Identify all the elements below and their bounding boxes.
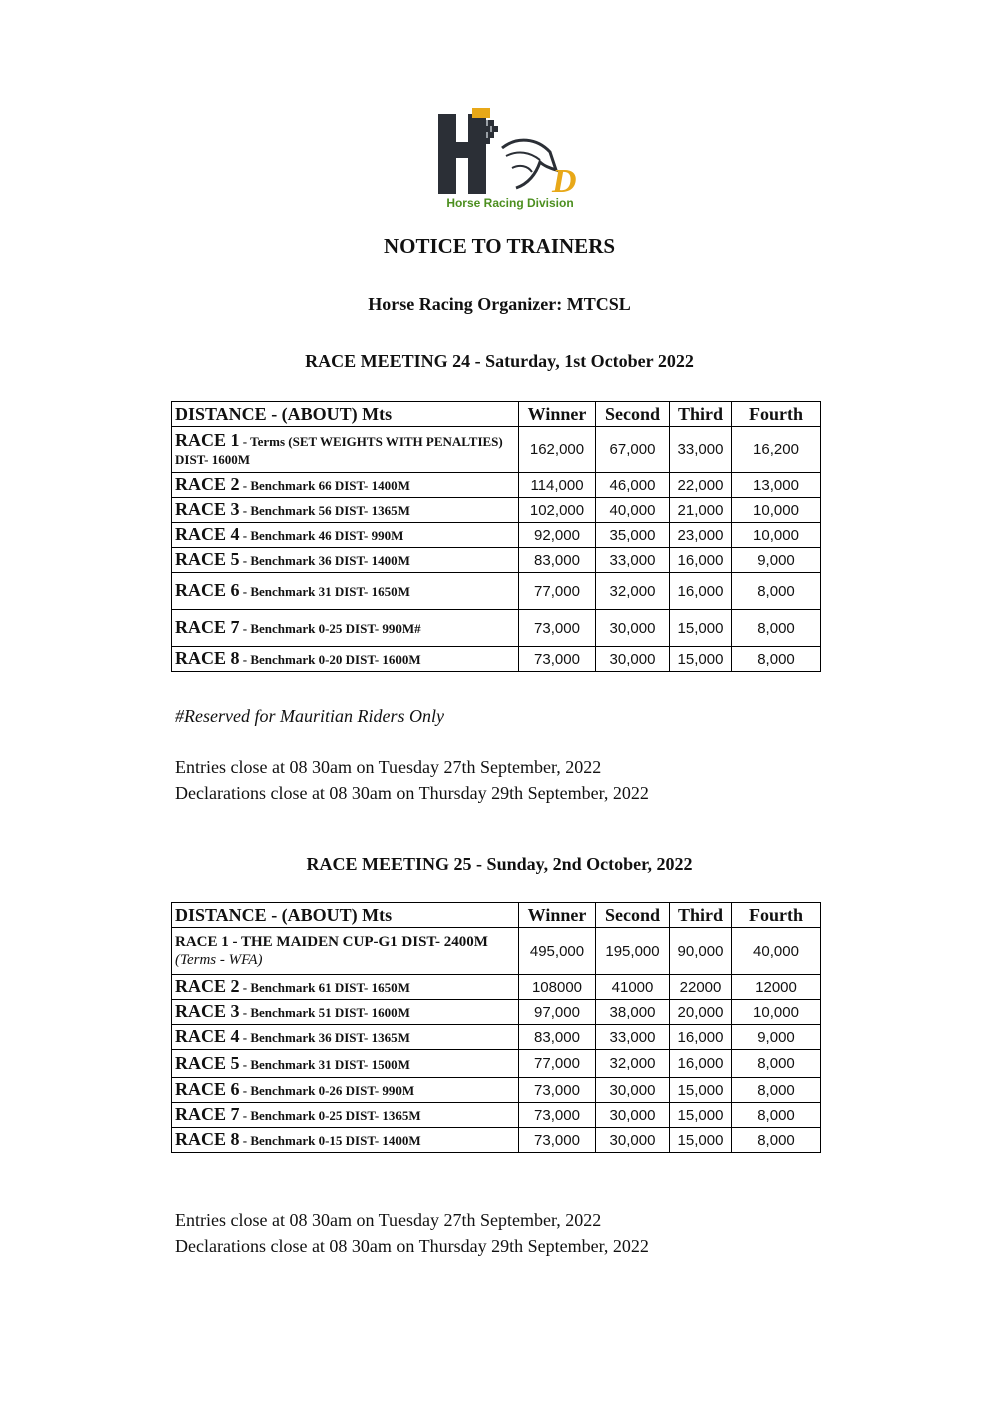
fourth-prize: 8,000	[732, 573, 821, 610]
winner-prize: 97,000	[519, 1000, 596, 1025]
second-prize: 30,000	[596, 1078, 670, 1103]
second-prize: 35,000	[596, 523, 670, 548]
third-prize: 22000	[670, 975, 732, 1000]
third-prize: 20,000	[670, 1000, 732, 1025]
meeting24-deadlines	[175, 754, 649, 806]
logo-subtitle: Horse Racing Division	[446, 196, 574, 210]
winner-prize: 77,000	[519, 573, 596, 610]
third-prize: 16,000	[670, 573, 732, 610]
entries-close: Entries close at 08 30am on Tuesday 27th September, 2022	[175, 757, 602, 777]
fourth-prize: 9,000	[732, 1025, 821, 1050]
winner-prize: 73,000	[519, 610, 596, 647]
winner-prize: 108000	[519, 975, 596, 1000]
race-desc: RACE 6 - Benchmark 0-26 DIST- 990M	[172, 1078, 519, 1103]
fourth-prize: 8,000	[732, 647, 821, 672]
third-prize: 15,000	[670, 647, 732, 672]
second-prize: 33,000	[596, 1025, 670, 1050]
table-row	[172, 1000, 821, 1025]
table-row	[172, 1025, 821, 1050]
third-prize: 23,000	[670, 523, 732, 548]
table-row	[172, 548, 821, 573]
third-prize: 90,000	[670, 928, 732, 975]
second-prize: 46,000	[596, 473, 670, 498]
header-third: Third	[670, 903, 732, 928]
table-row	[172, 928, 821, 975]
second-prize: 32,000	[596, 573, 670, 610]
second-prize: 38,000	[596, 1000, 670, 1025]
third-prize: 16,000	[670, 548, 732, 573]
race-desc: RACE 1 - Terms (SET WEIGHTS WITH PENALTIES) DIST- 1600M	[172, 427, 519, 473]
notice-title: NOTICE TO TRAINERS	[383, 234, 616, 258]
meeting25-table	[171, 902, 821, 1153]
winner-prize: 114,000	[519, 473, 596, 498]
fourth-prize: 10,000	[732, 498, 821, 523]
header-second: Second	[596, 402, 670, 427]
header-distance: DISTANCE - (ABOUT) Mts	[172, 903, 519, 928]
declarations-close: Declarations close at 08 30am on Thursday 29th September, 2022	[175, 1236, 649, 1256]
race-desc: RACE 2 - Benchmark 66 DIST- 1400M	[172, 473, 519, 498]
fourth-prize: 40,000	[732, 928, 821, 975]
third-prize: 22,000	[670, 473, 732, 498]
third-prize: 21,000	[670, 498, 732, 523]
table-row	[172, 473, 821, 498]
table-row	[172, 1128, 821, 1153]
fourth-prize: 10,000	[732, 523, 821, 548]
second-prize: 195,000	[596, 928, 670, 975]
second-prize: 30,000	[596, 647, 670, 672]
table-row	[172, 1050, 821, 1078]
race-desc: RACE 6 - Benchmark 31 DIST- 1650M	[172, 573, 519, 610]
table-row	[172, 573, 821, 610]
table-row	[172, 523, 821, 548]
race-desc: RACE 1 - THE MAIDEN CUP-G1 DIST- 2400M (Terms - WFA)	[172, 928, 519, 975]
winner-prize: 83,000	[519, 548, 596, 573]
header-fourth: Fourth	[732, 903, 821, 928]
race-desc: RACE 4 - Benchmark 36 DIST- 1365M	[172, 1025, 519, 1050]
winner-prize: 83,000	[519, 1025, 596, 1050]
second-prize: 30,000	[596, 1128, 670, 1153]
table-header-row	[172, 903, 821, 928]
table-row	[172, 647, 821, 672]
third-prize: 15,000	[670, 1128, 732, 1153]
race-desc: RACE 8 - Benchmark 0-20 DIST- 1600M	[172, 647, 519, 672]
race-desc: RACE 3 - Benchmark 56 DIST- 1365M	[172, 498, 519, 523]
winner-prize: 73,000	[519, 1103, 596, 1128]
third-prize: 15,000	[670, 610, 732, 647]
race-desc: RACE 2 - Benchmark 61 DIST- 1650M	[172, 975, 519, 1000]
fourth-prize: 8,000	[732, 610, 821, 647]
reserved-note: #Reserved for Mauritian Riders Only	[175, 706, 444, 726]
third-prize: 15,000	[670, 1103, 732, 1128]
fourth-prize: 16,200	[732, 427, 821, 473]
svg-text:D: D	[552, 163, 577, 200]
winner-prize: 77,000	[519, 1050, 596, 1078]
race-desc: RACE 7 - Benchmark 0-25 DIST- 990M#	[172, 610, 519, 647]
header-winner: Winner	[519, 402, 596, 427]
declarations-close: Declarations close at 08 30am on Thursday 29th September, 2022	[175, 783, 649, 803]
table-row	[172, 1103, 821, 1128]
winner-prize: 495,000	[519, 928, 596, 975]
header-second: Second	[596, 903, 670, 928]
second-prize: 33,000	[596, 548, 670, 573]
race-desc: RACE 5 - Benchmark 31 DIST- 1500M	[172, 1050, 519, 1078]
fourth-prize: 8,000	[732, 1103, 821, 1128]
fourth-prize: 8,000	[732, 1050, 821, 1078]
second-prize: 40,000	[596, 498, 670, 523]
table-row	[172, 427, 821, 473]
winner-prize: 92,000	[519, 523, 596, 548]
winner-prize: 73,000	[519, 1078, 596, 1103]
second-prize: 32,000	[596, 1050, 670, 1078]
fourth-prize: 8,000	[732, 1078, 821, 1103]
second-prize: 30,000	[596, 610, 670, 647]
winner-prize: 162,000	[519, 427, 596, 473]
third-prize: 15,000	[670, 1078, 732, 1103]
table-row	[172, 498, 821, 523]
fourth-prize: 9,000	[732, 548, 821, 573]
table-row	[172, 1078, 821, 1103]
second-prize: 30,000	[596, 1103, 670, 1128]
meeting24-title: RACE MEETING 24 - Saturday, 1st October 2022	[305, 351, 694, 371]
winner-prize: 73,000	[519, 647, 596, 672]
second-prize: 67,000	[596, 427, 670, 473]
winner-prize: 73,000	[519, 1128, 596, 1153]
fourth-prize: 12000	[732, 975, 821, 1000]
race-desc: RACE 8 - Benchmark 0-15 DIST- 1400M	[172, 1128, 519, 1153]
fourth-prize: 13,000	[732, 473, 821, 498]
header-third: Third	[670, 402, 732, 427]
meeting25-title: RACE MEETING 25 - Sunday, 2nd October, 2022	[306, 854, 693, 874]
organizer: Horse Racing Organizer: MTCSL	[368, 294, 631, 314]
header-fourth: Fourth	[732, 402, 821, 427]
third-prize: 33,000	[670, 427, 732, 473]
second-prize: 41000	[596, 975, 670, 1000]
meeting24-table	[171, 401, 821, 672]
table-row	[172, 610, 821, 647]
race-desc: RACE 4 - Benchmark 46 DIST- 990M	[172, 523, 519, 548]
race-desc: RACE 3 - Benchmark 51 DIST- 1600M	[172, 1000, 519, 1025]
header-winner: Winner	[519, 903, 596, 928]
table-header-row	[172, 402, 821, 427]
winner-prize: 102,000	[519, 498, 596, 523]
meeting25-deadlines	[175, 1207, 649, 1259]
entries-close: Entries close at 08 30am on Tuesday 27th September, 2022	[175, 1210, 602, 1230]
third-prize: 16,000	[670, 1050, 732, 1078]
fourth-prize: 10,000	[732, 1000, 821, 1025]
third-prize: 16,000	[670, 1025, 732, 1050]
race-desc: RACE 7 - Benchmark 0-25 DIST- 1365M	[172, 1103, 519, 1128]
header-distance: DISTANCE - (ABOUT) Mts	[172, 402, 519, 427]
table-row	[172, 975, 821, 1000]
fourth-prize: 8,000	[732, 1128, 821, 1153]
race-desc: RACE 5 - Benchmark 36 DIST- 1400M	[172, 548, 519, 573]
